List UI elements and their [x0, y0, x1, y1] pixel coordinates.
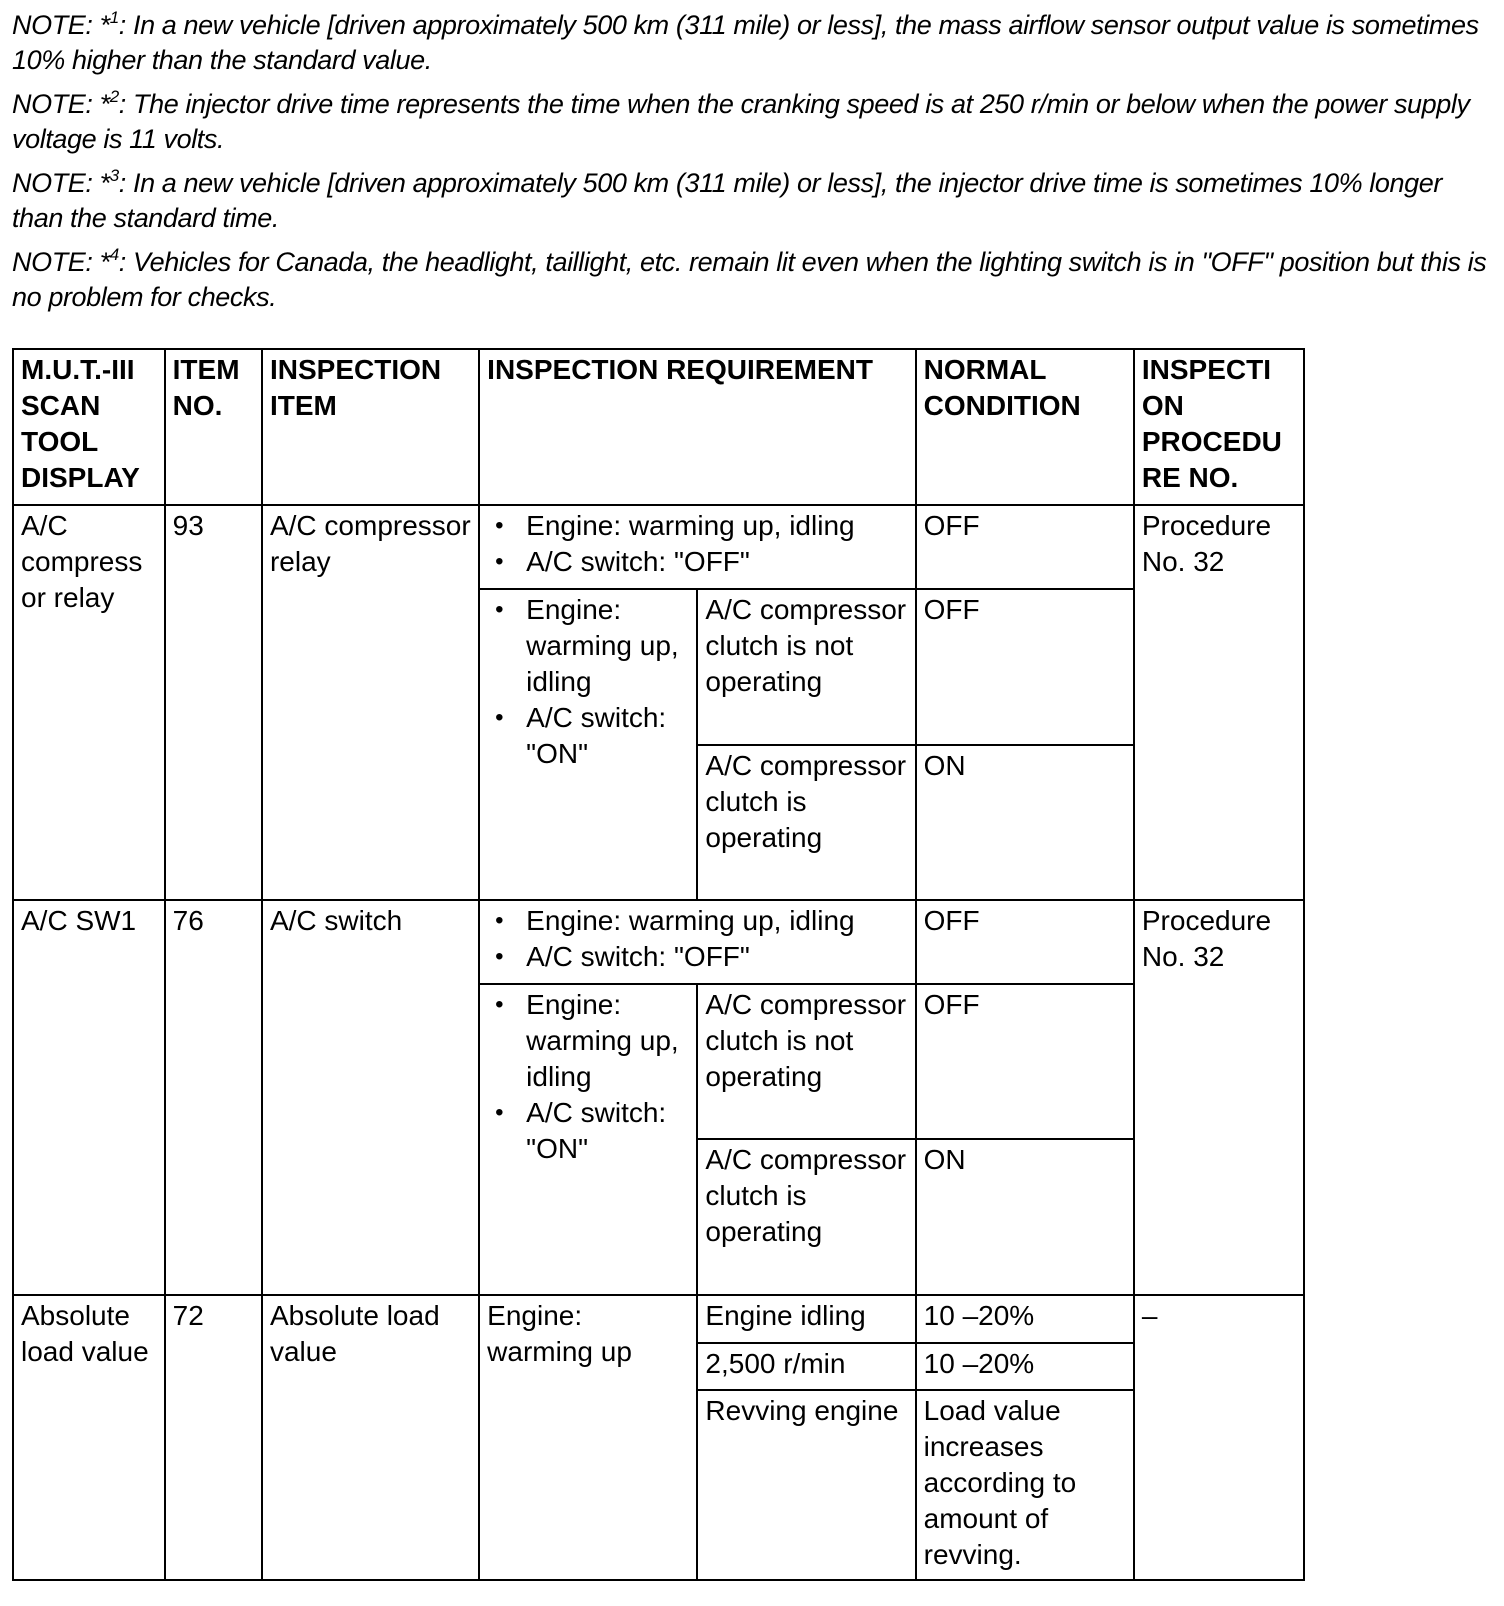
- sub-requirement-cell: A/C compressor clutch is operating: [697, 745, 915, 900]
- condition-cell: OFF: [916, 505, 1134, 589]
- list-item: • Engine: warming up, idling: [487, 987, 690, 1095]
- requirement-cell: Engine: warming up: [479, 1295, 697, 1580]
- header-normal-condition: NORMAL CONDITION: [916, 349, 1134, 505]
- list-item: • A/C switch: "ON": [487, 1095, 690, 1167]
- header-procedure-no: INSPECTI ON PROCEDU RE NO.: [1134, 349, 1304, 505]
- table-row: [13, 900, 1304, 984]
- requirement-cell: [479, 589, 697, 900]
- requirement-list: [487, 592, 690, 772]
- note-text: : In a new vehicle [driven approximately 500 km (311 mile) or less], the mass airflow sensor output value is sometimes 10% higher than the standard value.: [12, 10, 1479, 75]
- requirement-cell: [479, 984, 697, 1295]
- inspection-item-cell: A/C compressor relay: [262, 505, 479, 900]
- inspection-table: [12, 348, 1305, 1581]
- note-prefix: NOTE: *: [12, 168, 110, 198]
- note-prefix: NOTE: *: [12, 247, 110, 277]
- sub-requirement-cell: A/C compressor clutch is not operating: [697, 589, 915, 744]
- condition-cell: OFF: [916, 900, 1134, 984]
- display-cell: A/C compress or relay: [13, 505, 165, 900]
- list-item: • A/C switch: "OFF": [487, 544, 908, 580]
- note-text: : Vehicles for Canada, the headlight, taillight, etc. remain lit even when the lighting switch is in "OFF" position but this is no problem for checks.: [12, 247, 1487, 312]
- sub-requirement-cell: A/C compressor clutch is operating: [697, 1139, 915, 1294]
- requirement-list: [487, 508, 908, 580]
- header-inspection-requirement: INSPECTION REQUIREMENT: [479, 349, 915, 505]
- note-superscript: 3: [109, 166, 119, 185]
- condition-cell: OFF: [916, 589, 1134, 744]
- header-inspection-item: INSPECTION ITEM: [262, 349, 479, 505]
- procedure-cell: –: [1134, 1295, 1304, 1580]
- list-item: • Engine: warming up, idling: [487, 903, 908, 939]
- sub-requirement-cell: 2,500 r/min: [697, 1343, 915, 1390]
- inspection-item-cell: A/C switch: [262, 900, 479, 1295]
- sub-requirement-cell: Revving engine: [697, 1390, 915, 1580]
- inspection-item-cell: Absolute load value: [262, 1295, 479, 1580]
- note-1: [12, 8, 1487, 78]
- table-row: [13, 1295, 1304, 1343]
- note-text: : In a new vehicle [driven approximately 500 km (311 mile) or less], the injector drive time is sometimes 10% longer than the standard time.: [12, 168, 1442, 233]
- note-4: [12, 245, 1487, 315]
- table-row: [13, 505, 1304, 589]
- condition-cell: Load value increases according to amount of revving.: [916, 1390, 1134, 1580]
- item-no-cell: 72: [165, 1295, 262, 1580]
- list-item: • A/C switch: "OFF": [487, 939, 908, 975]
- condition-cell: OFF: [916, 984, 1134, 1139]
- procedure-cell: Procedure No. 32: [1134, 505, 1304, 900]
- requirement-cell: [479, 900, 915, 984]
- note-superscript: 1: [109, 8, 119, 27]
- header-item-no: ITEM NO.: [165, 349, 262, 505]
- requirement-list: [487, 987, 690, 1167]
- procedure-cell: Procedure No. 32: [1134, 900, 1304, 1295]
- item-no-cell: 76: [165, 900, 262, 1295]
- table-header-row: [13, 349, 1304, 505]
- header-display: M.U.T.-III SCAN TOOL DISPLAY: [13, 349, 165, 505]
- list-item: • A/C switch: "ON": [487, 700, 690, 772]
- notes-section: [12, 8, 1487, 324]
- display-cell: A/C SW1: [13, 900, 165, 1295]
- condition-cell: 10 –20%: [916, 1343, 1134, 1390]
- condition-cell: ON: [916, 745, 1134, 900]
- item-no-cell: 93: [165, 505, 262, 900]
- display-cell: Absolute load value: [13, 1295, 165, 1580]
- note-prefix: NOTE: *: [12, 89, 110, 119]
- sub-requirement-cell: A/C compressor clutch is not operating: [697, 984, 915, 1139]
- condition-cell: ON: [916, 1139, 1134, 1294]
- note-superscript: 4: [109, 245, 119, 264]
- note-3: [12, 166, 1487, 236]
- requirement-list: [487, 903, 908, 975]
- requirement-cell: [479, 505, 915, 589]
- condition-cell: 10 –20%: [916, 1295, 1134, 1343]
- note-superscript: 2: [109, 87, 119, 106]
- note-text: : The injector drive time represents the time when the cranking speed is at 250 r/min or below when the power supply voltage is 11 volts.: [12, 89, 1470, 154]
- list-item: • Engine: warming up, idling: [487, 508, 908, 544]
- note-prefix: NOTE: *: [12, 10, 110, 40]
- list-item: • Engine: warming up, idling: [487, 592, 690, 700]
- note-2: [12, 87, 1487, 157]
- sub-requirement-cell: Engine idling: [697, 1295, 915, 1343]
